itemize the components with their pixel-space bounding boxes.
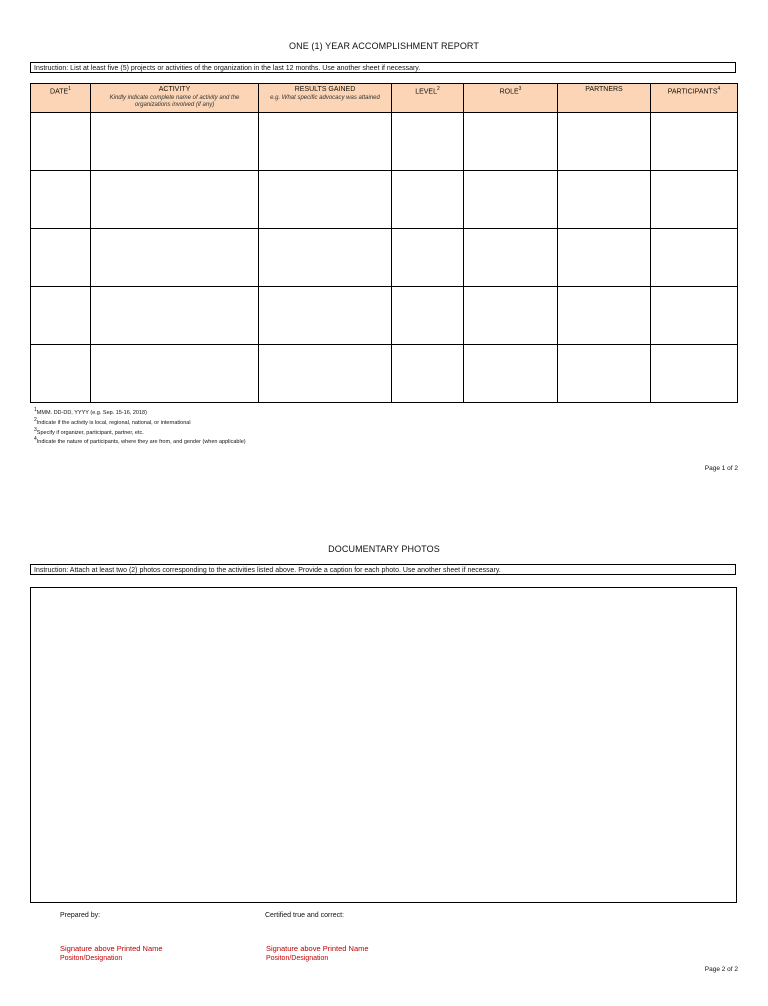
column-header-date: DATE$^1$ bbox=[31, 84, 91, 113]
footnote: $^4$Indicate the nature of participants, where they are from, and gender (when applicable) bbox=[34, 436, 246, 446]
table-cell[interactable] bbox=[259, 287, 392, 345]
table-cell[interactable] bbox=[558, 113, 651, 171]
table-cell[interactable] bbox=[392, 345, 464, 403]
photos-instruction: Instruction: Attach at least two (2) photos corresponding to the activities listed above. Provide a caption for each photo. Use another sheet if necessary. bbox=[30, 564, 736, 575]
table-cell[interactable] bbox=[651, 345, 738, 403]
table-header-row bbox=[31, 84, 738, 113]
table-cell[interactable] bbox=[31, 171, 91, 229]
certified-label: Certified true and correct: bbox=[265, 912, 344, 919]
table-row bbox=[31, 113, 738, 171]
footnote: $^3$Specify if organizer, participant, partner, etc. bbox=[34, 426, 144, 436]
table-cell[interactable] bbox=[558, 229, 651, 287]
accomplishment-table bbox=[30, 83, 738, 403]
table-cell[interactable] bbox=[392, 113, 464, 171]
column-header-partners: PARTNERS bbox=[558, 84, 651, 113]
table-cell[interactable] bbox=[31, 229, 91, 287]
table-cell[interactable] bbox=[464, 287, 558, 345]
table-row bbox=[31, 345, 738, 403]
table-cell[interactable] bbox=[31, 345, 91, 403]
table-cell[interactable] bbox=[91, 171, 259, 229]
table-cell[interactable] bbox=[464, 345, 558, 403]
table-cell[interactable] bbox=[259, 345, 392, 403]
table-cell[interactable] bbox=[651, 287, 738, 345]
table-cell[interactable] bbox=[651, 113, 738, 171]
table-cell[interactable] bbox=[392, 229, 464, 287]
table-cell[interactable] bbox=[91, 229, 259, 287]
footnotes bbox=[34, 407, 246, 446]
page-number: Page 1 of 2 bbox=[704, 465, 738, 472]
table-cell[interactable] bbox=[259, 113, 392, 171]
photos-title: DOCUMENTARY PHOTOS bbox=[328, 544, 440, 554]
table-cell[interactable] bbox=[91, 287, 259, 345]
table-cell[interactable] bbox=[651, 229, 738, 287]
report-instruction: Instruction: List at least five (5) projects or activities of the organization in the last 12 months. Use another sheet if necessary. bbox=[30, 62, 736, 73]
certifier-position-label: Positon/Designation bbox=[266, 955, 329, 962]
photo-attachment-area[interactable] bbox=[30, 587, 737, 903]
table-cell[interactable] bbox=[464, 113, 558, 171]
table-row bbox=[31, 229, 738, 287]
column-header-activity: ACTIVITY Kindly indicate complete name of activity and the organizations involved (if any) bbox=[91, 84, 259, 113]
table-cell[interactable] bbox=[31, 287, 91, 345]
table-cell[interactable] bbox=[31, 113, 91, 171]
prepared-by-label: Prepared by: bbox=[60, 912, 101, 919]
column-header-level: LEVEL$^2$ bbox=[392, 84, 464, 113]
table-cell[interactable] bbox=[558, 287, 651, 345]
table-cell[interactable] bbox=[259, 229, 392, 287]
footnote: $^2$Indicate if the activity is local, regional, national, or international bbox=[34, 416, 191, 426]
column-header-results: RESULTS GAINED e.g. What specific advocacy was attained bbox=[259, 84, 392, 113]
preparer-signature-label: Signature above Printed Name bbox=[60, 944, 163, 953]
table-cell[interactable] bbox=[91, 345, 259, 403]
table-cell[interactable] bbox=[91, 113, 259, 171]
column-header-role: ROLE$^3$ bbox=[464, 84, 558, 113]
report-title: ONE (1) YEAR ACCOMPLISHMENT REPORT bbox=[289, 41, 479, 51]
table-cell[interactable] bbox=[392, 287, 464, 345]
table-row bbox=[31, 171, 738, 229]
table-row bbox=[31, 287, 738, 345]
table-cell[interactable] bbox=[651, 171, 738, 229]
certifier-signature-label: Signature above Printed Name bbox=[266, 944, 369, 953]
table-cell[interactable] bbox=[392, 171, 464, 229]
footnote: $^1$MMM. DD-DD, YYYY (e.g. Sep. 15-16, 2018) bbox=[34, 407, 147, 416]
column-header-participants: PARTICIPANTS$^4$ bbox=[651, 84, 738, 113]
table-cell[interactable] bbox=[259, 171, 392, 229]
page-number: Page 2 of 2 bbox=[704, 966, 738, 973]
table-cell[interactable] bbox=[558, 345, 651, 403]
table-cell[interactable] bbox=[464, 229, 558, 287]
preparer-position-label: Positon/Designation bbox=[60, 955, 123, 962]
table-cell[interactable] bbox=[558, 171, 651, 229]
table-cell[interactable] bbox=[464, 171, 558, 229]
